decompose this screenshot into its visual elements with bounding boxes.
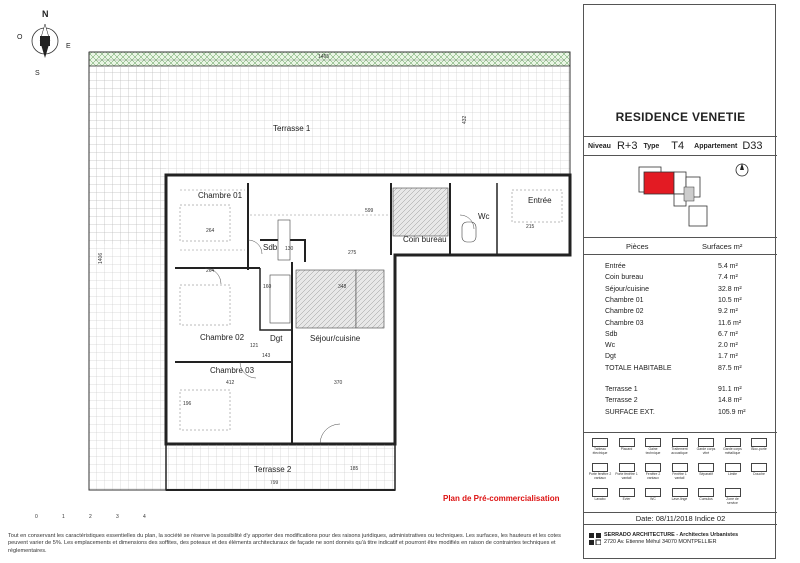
north-icon (734, 162, 750, 178)
legend-label: Zone de service (726, 497, 739, 505)
architect-block (604, 532, 738, 547)
room-entree: Entrée (528, 196, 552, 205)
legend-symbol-icon (619, 488, 635, 497)
room-chambre02: Chambre 02 (200, 333, 245, 342)
legend-item (615, 463, 639, 480)
terrace-2 (166, 444, 395, 490)
pieces-header: Pièces (626, 242, 649, 251)
architect-logo (589, 533, 601, 545)
legend-item (588, 463, 612, 480)
area-row-value: 105.9 m² (718, 408, 746, 416)
legend-symbol-icon (645, 488, 661, 497)
area-row (605, 409, 770, 418)
terrace-2-label: Terrasse 2 (254, 465, 292, 474)
legend-label: Douche (753, 472, 765, 476)
area-row-name: Sdb (605, 330, 618, 338)
legend-item (615, 488, 639, 502)
symbol-legend (584, 432, 777, 512)
legend-item (668, 438, 692, 455)
legend-item (694, 438, 718, 455)
legend-symbol-icon (698, 438, 714, 447)
dim-412: 412 (226, 380, 235, 386)
scale-bar (35, 514, 146, 518)
legend-symbol-icon (592, 438, 608, 447)
area-row-name: Coin bureau (605, 274, 644, 282)
area-row (605, 365, 770, 374)
area-row-name: Entrée (605, 263, 626, 270)
dim-348: 348 (338, 284, 347, 290)
dim-130: 130 (285, 246, 294, 252)
scale-tick-0: 0 (35, 514, 38, 518)
disclaimer-text: Tout en conservant les caractéristiques essentielles du plan, la société se réserve la possibilité d'y apporter des modifications pour des raisons juridiques, administratives ou techniques. Les surfaces, les hauteurs et les cotes peuvent varier de 5%. Les emplacements et dimensions des soffites, des poteaux et des éléments architecturaux de façade ne sont donnés qu'à titre indicatif et pourront être modifiés en raison de contraintes techniques et réglementaires. (8, 533, 561, 554)
legend-label: Garde corps vitré (696, 447, 716, 455)
area-row-name: Dgt (605, 353, 616, 361)
room-sdb: Sdb (263, 243, 278, 252)
legend-symbol-icon (672, 488, 688, 497)
area-row (605, 397, 770, 406)
legend-symbol-icon (698, 463, 714, 472)
legend-symbol-icon (619, 463, 635, 472)
type-value: T4 (671, 140, 685, 152)
room-dgt: Dgt (270, 334, 283, 343)
legend-label: Lavabo (594, 497, 606, 501)
niveau-value: R+3 (616, 140, 638, 152)
area-row-name: Chambre 02 (605, 308, 644, 316)
area-row (605, 274, 770, 283)
legend-symbol-icon (725, 438, 741, 447)
area-row (605, 331, 770, 340)
architect-address: 2720 Av. Etienne Méhul 34070 MONTPELLIER (604, 539, 717, 546)
area-row (605, 353, 770, 362)
dim-160: 160 (263, 284, 272, 290)
area-row (605, 342, 770, 351)
area-row-value: 10.5 m² (718, 296, 742, 304)
scale-tick-4: 4 (143, 514, 146, 518)
pre-commercial-label: Plan de Pré-commercialisation (443, 494, 560, 503)
area-row-name: Chambre 03 (605, 319, 644, 327)
dim-121: 121 (250, 343, 259, 349)
area-row-value: 87.5 m² (718, 364, 742, 372)
area-row (605, 386, 770, 395)
legend-label: Fenêtre 1 vantail (672, 472, 687, 480)
legend-symbol-icon (592, 463, 608, 472)
surface-table-header (584, 237, 777, 255)
compass-e: E (66, 43, 71, 50)
room-coin-bureau: Coin bureau (403, 235, 447, 244)
legend-label: WC (650, 497, 656, 501)
legend-item (668, 488, 692, 502)
legend-label: Garde corps métallique (723, 447, 742, 455)
area-row-value: 7.4 m² (718, 274, 738, 282)
dim-599: 599 (365, 208, 374, 214)
legend-item (615, 438, 639, 452)
dim-196: 196 (183, 401, 192, 407)
legend-symbol-icon (672, 463, 688, 472)
legend-symbol-icon (725, 488, 741, 497)
dim-432: 432 (462, 115, 468, 124)
type-label: Type (643, 142, 660, 150)
legend-label: Fenêtre 2 vantaux (645, 472, 661, 480)
info-panel (583, 4, 776, 559)
apartment-id-row (584, 136, 777, 156)
room-sejour: Séjour/cuisine (310, 334, 361, 343)
room-chambre03: Chambre 03 (210, 366, 255, 375)
room-chambre01: Chambre 01 (198, 191, 243, 200)
legend-label: Séparatif (699, 472, 713, 476)
legend-item (721, 463, 745, 477)
area-row-name: TOTALE HABITABLE (605, 364, 672, 372)
legend-item (694, 463, 718, 477)
legend-item (747, 463, 771, 477)
legend-item (641, 438, 665, 455)
area-row-value: 91.1 m² (718, 386, 742, 393)
area-row-value: 32.8 m² (718, 285, 742, 293)
legend-label: Limite (727, 472, 738, 476)
legend-label: Traitement acoustique (671, 447, 688, 455)
area-row (605, 297, 770, 306)
legend-symbol-icon (672, 438, 688, 447)
area-row-name: Séjour/cuisine (605, 285, 649, 293)
legend-symbol-icon (751, 463, 767, 472)
architect-name: SERRADO ARCHITECTURE - Architectes Urbanistes (604, 532, 739, 538)
legend-label: Bloc-porte (751, 447, 767, 451)
compass-n: N (42, 9, 49, 19)
area-row-value: 5.4 m² (718, 263, 738, 270)
legend-label: Porte fenêtre 2 vantaux (588, 472, 612, 480)
area-row-value: 1.7 m² (718, 353, 738, 361)
niveau-label: Niveau (588, 142, 611, 150)
dim-370: 370 (334, 380, 343, 386)
area-row (605, 286, 770, 295)
area-row-value: 6.7 m² (718, 330, 738, 338)
area-row-name: Chambre 01 (605, 296, 644, 304)
surfaces-header: Surfaces m² (702, 242, 743, 251)
apartment-walls (166, 175, 570, 444)
legend-item (641, 463, 665, 480)
scale-tick-2: 2 (89, 514, 92, 518)
dim-264a: 264 (206, 228, 215, 234)
dim-1465: 1465 (318, 54, 330, 60)
legend-symbol-icon (592, 488, 608, 497)
legend-symbol-icon (698, 488, 714, 497)
legend-item (641, 488, 665, 502)
area-row (605, 263, 770, 272)
area-row-value: 2.0 m² (718, 342, 738, 350)
scale-tick-1: 1 (62, 514, 65, 518)
area-row-value: 9.2 m² (718, 308, 738, 316)
dim-143: 143 (262, 353, 271, 359)
compass-s: S (35, 70, 40, 77)
dim-1406: 1406 (98, 252, 104, 264)
legend-label: Cumulus (699, 497, 713, 501)
legend-item (721, 438, 745, 455)
legend-item (588, 438, 612, 455)
legend-symbol-icon (645, 463, 661, 472)
dim-264b: 264 (206, 268, 215, 274)
dim-275: 275 (348, 250, 357, 256)
legend-label: Tableau électrique (592, 447, 608, 455)
area-row (605, 308, 770, 317)
room-wc: Wc (478, 212, 490, 221)
legend-symbol-icon (725, 463, 741, 472)
scale-tick-3: 3 (116, 514, 119, 518)
appartement-label: Appartement (694, 142, 738, 150)
area-row-value: 11.6 m² (718, 319, 742, 327)
legend-item (668, 463, 692, 480)
area-row (605, 320, 770, 329)
dim-215: 215 (526, 224, 535, 230)
area-row-name: Terrasse 1 (605, 386, 638, 393)
area-row-name: SURFACE EXT. (605, 408, 655, 416)
legend-label: Placard (620, 447, 633, 451)
area-row-name: Wc (605, 342, 616, 350)
compass (17, 9, 71, 77)
area-row-value: 14.8 m² (718, 397, 742, 405)
residence-title: RESIDENCE VENETIE (615, 110, 746, 124)
legend-symbol-icon (645, 438, 661, 447)
compass-o: O (17, 34, 23, 41)
appartement-value: D33 (742, 140, 763, 152)
terrace-1-label: Terrasse 1 (273, 124, 311, 133)
legend-item (588, 488, 612, 502)
area-row-name: Terrasse 2 (605, 397, 638, 405)
legend-label: Gaine technique (645, 447, 661, 455)
key-plan (634, 162, 724, 232)
legend-label: Lave-linge (671, 497, 688, 501)
legend-symbol-icon (751, 438, 767, 447)
legend-label: Porte fenêtre 1 vantail (615, 472, 638, 480)
legend-symbol-icon (619, 438, 635, 447)
legend-label: Evier (622, 497, 631, 501)
legend-item (747, 438, 771, 452)
legend-item (694, 488, 718, 502)
legend-item (721, 488, 745, 505)
date-line: Date: 08/11/2018 Indice 02 (584, 512, 777, 525)
